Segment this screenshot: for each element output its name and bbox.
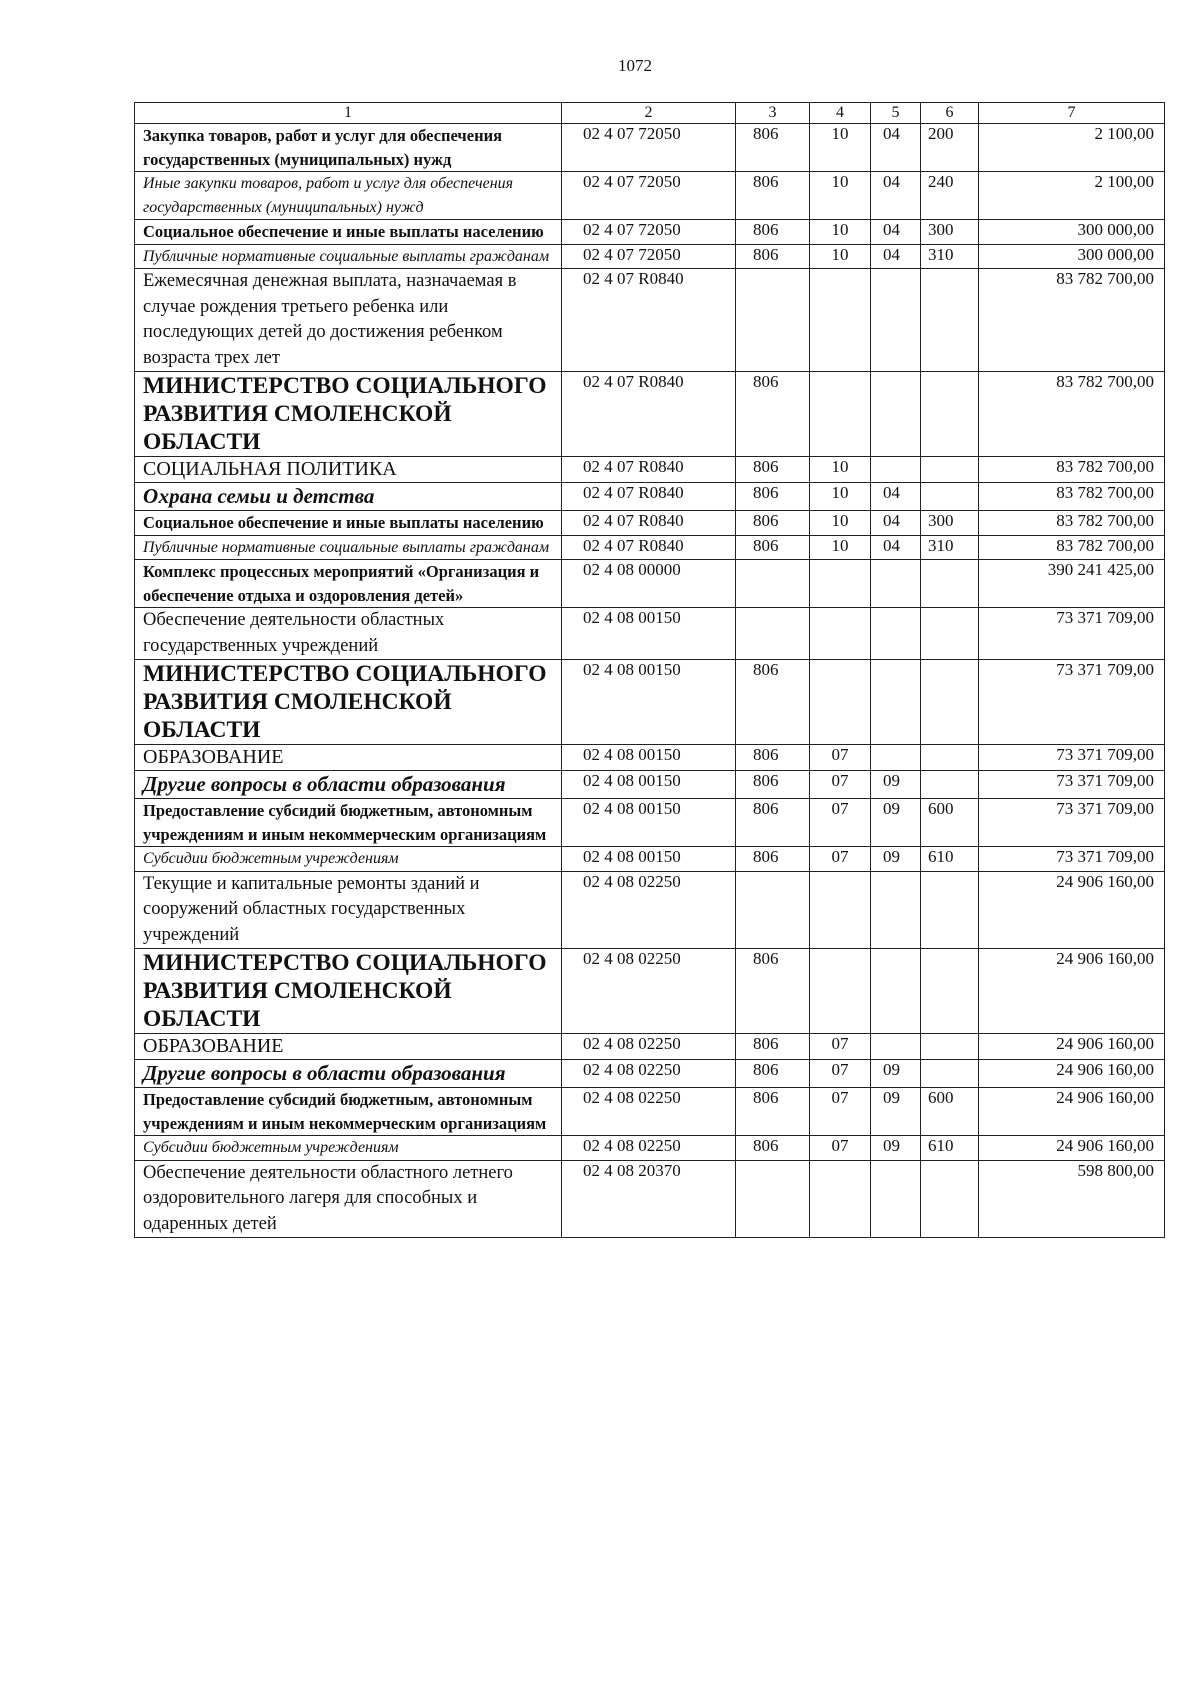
table-row [135, 771, 1165, 799]
table-row [135, 608, 1165, 660]
item-name-cell: МИНИСТЕРСТВО СОЦИАЛЬНОГО РАЗВИТИЯ СМОЛЕНСКОЙ ОБЛАСТИ [135, 372, 562, 457]
section-code-cell: 07 [810, 1088, 871, 1136]
amount-cell: 83 782 700,00 [979, 269, 1165, 372]
ministry-code-cell: 806 [736, 847, 810, 872]
subsection-code-cell: 04 [871, 511, 921, 536]
target-article-code-cell: 02 4 08 00000 [562, 560, 736, 608]
expense-type-code-cell: 600 [921, 1088, 979, 1136]
target-article-code-cell: 02 4 08 00150 [562, 771, 736, 799]
section-code-cell: 07 [810, 745, 871, 771]
target-article-code-cell: 02 4 07 R0840 [562, 372, 736, 457]
table-row [135, 244, 1165, 269]
ministry-code-cell [736, 1160, 810, 1238]
table-row [135, 535, 1165, 560]
target-article-code-cell: 02 4 08 00150 [562, 799, 736, 847]
section-code-cell: 10 [810, 511, 871, 536]
table-row [135, 269, 1165, 372]
subsection-code-cell: 09 [871, 847, 921, 872]
target-article-code-cell: 02 4 07 R0840 [562, 269, 736, 372]
page-number: 1072 [618, 56, 652, 75]
amount-cell: 24 906 160,00 [979, 871, 1165, 949]
target-article-code-cell: 02 4 08 02250 [562, 1136, 736, 1161]
ministry-code-cell: 806 [736, 457, 810, 483]
ministry-code-cell: 806 [736, 535, 810, 560]
amount-cell: 24 906 160,00 [979, 1034, 1165, 1060]
expense-type-code-cell [921, 372, 979, 457]
table-row [135, 1060, 1165, 1088]
item-name-cell: Обеспечение деятельности областных государственных учреждений [135, 608, 562, 660]
amount-cell: 24 906 160,00 [979, 1060, 1165, 1088]
section-code-cell: 10 [810, 483, 871, 511]
subsection-code-cell [871, 660, 921, 745]
item-name-cell: Публичные нормативные социальные выплаты гражданам [135, 244, 562, 269]
item-name-cell: Комплекс процессных мероприятий «Организация и обеспечение отдыха и оздоровления детей» [135, 560, 562, 608]
target-article-code-cell: 02 4 08 20370 [562, 1160, 736, 1238]
section-code-cell: 10 [810, 124, 871, 172]
item-name-cell: Социальное обеспечение и иные выплаты населению [135, 220, 562, 245]
section-code-cell [810, 269, 871, 372]
target-article-code-cell: 02 4 08 00150 [562, 745, 736, 771]
amount-cell: 73 371 709,00 [979, 799, 1165, 847]
amount-cell: 73 371 709,00 [979, 771, 1165, 799]
section-code-cell: 10 [810, 457, 871, 483]
subsection-code-cell: 04 [871, 220, 921, 245]
table-row [135, 1136, 1165, 1161]
item-name-cell: Ежемесячная денежная выплата, назначаемая в случае рождения третьего ребенка или последующих детей до достижения ребенком возраста трех лет [135, 269, 562, 372]
ministry-code-cell: 806 [736, 771, 810, 799]
item-name-cell: Обеспечение деятельности областного летнего оздоровительного лагеря для способных и одаренных детей [135, 1160, 562, 1238]
table-row [135, 745, 1165, 771]
subsection-code-cell: 04 [871, 124, 921, 172]
item-name-cell: Иные закупки товаров, работ и услуг для обеспечения государственных (муниципальных) нужд [135, 172, 562, 220]
subsection-code-cell [871, 949, 921, 1034]
table-row [135, 1088, 1165, 1136]
amount-cell: 83 782 700,00 [979, 483, 1165, 511]
amount-cell: 73 371 709,00 [979, 660, 1165, 745]
item-name-cell: Закупка товаров, работ и услуг для обеспечения государственных (муниципальных) нужд [135, 124, 562, 172]
amount-cell: 598 800,00 [979, 1160, 1165, 1238]
ministry-code-cell: 806 [736, 949, 810, 1034]
item-name-cell: Публичные нормативные социальные выплаты гражданам [135, 535, 562, 560]
table-body [135, 103, 1165, 1238]
target-article-code-cell: 02 4 08 00150 [562, 660, 736, 745]
ministry-code-cell: 806 [736, 124, 810, 172]
target-article-code-cell: 02 4 07 R0840 [562, 511, 736, 536]
subsection-code-cell [871, 560, 921, 608]
table-row [135, 220, 1165, 245]
target-article-code-cell: 02 4 07 R0840 [562, 457, 736, 483]
item-name-cell: ОБРАЗОВАНИЕ [135, 745, 562, 771]
table-row [135, 660, 1165, 745]
target-article-code-cell: 02 4 08 02250 [562, 1088, 736, 1136]
amount-cell: 83 782 700,00 [979, 457, 1165, 483]
amount-cell: 83 782 700,00 [979, 511, 1165, 536]
section-code-cell: 10 [810, 172, 871, 220]
expense-type-code-cell [921, 871, 979, 949]
section-code-cell: 07 [810, 771, 871, 799]
item-name-cell: МИНИСТЕРСТВО СОЦИАЛЬНОГО РАЗВИТИЯ СМОЛЕНСКОЙ ОБЛАСТИ [135, 949, 562, 1034]
ministry-code-cell: 806 [736, 745, 810, 771]
amount-cell: 390 241 425,00 [979, 560, 1165, 608]
section-code-cell: 10 [810, 535, 871, 560]
ministry-code-cell: 806 [736, 220, 810, 245]
expense-type-code-cell: 310 [921, 535, 979, 560]
expense-type-code-cell [921, 660, 979, 745]
subsection-code-cell [871, 269, 921, 372]
table-row [135, 1034, 1165, 1060]
ministry-code-cell: 806 [736, 483, 810, 511]
item-name-cell: Охрана семьи и детства [135, 483, 562, 511]
section-code-cell: 07 [810, 799, 871, 847]
table-row [135, 511, 1165, 536]
item-name-cell: Текущие и капитальные ремонты зданий и сооружений областных государственных учреждений [135, 871, 562, 949]
budget-table [134, 102, 1165, 1238]
expense-type-code-cell [921, 457, 979, 483]
item-name-cell: СОЦИАЛЬНАЯ ПОЛИТИКА [135, 457, 562, 483]
table-row [135, 847, 1165, 872]
target-article-code-cell: 02 4 07 72050 [562, 244, 736, 269]
subsection-code-cell: 09 [871, 799, 921, 847]
table-row [135, 483, 1165, 511]
expense-type-code-cell: 600 [921, 799, 979, 847]
ministry-code-cell [736, 269, 810, 372]
subsection-code-cell: 09 [871, 1136, 921, 1161]
header-cell: 2 [562, 103, 736, 124]
section-code-cell [810, 660, 871, 745]
target-article-code-cell: 02 4 07 72050 [562, 172, 736, 220]
ministry-code-cell [736, 871, 810, 949]
amount-cell: 300 000,00 [979, 244, 1165, 269]
section-code-cell [810, 949, 871, 1034]
table-row [135, 372, 1165, 457]
target-article-code-cell: 02 4 08 02250 [562, 1034, 736, 1060]
table-row [135, 457, 1165, 483]
subsection-code-cell: 04 [871, 244, 921, 269]
expense-type-code-cell [921, 949, 979, 1034]
ministry-code-cell: 806 [736, 1034, 810, 1060]
header-cell: 7 [979, 103, 1165, 124]
item-name-cell: Социальное обеспечение и иные выплаты населению [135, 511, 562, 536]
amount-cell: 2 100,00 [979, 172, 1165, 220]
expense-type-code-cell [921, 483, 979, 511]
item-name-cell: Предоставление субсидий бюджетным, автономным учреждениям и иным некоммерческим организациям [135, 1088, 562, 1136]
ministry-code-cell: 806 [736, 244, 810, 269]
amount-cell: 83 782 700,00 [979, 372, 1165, 457]
expense-type-code-cell [921, 1160, 979, 1238]
subsection-code-cell [871, 457, 921, 483]
subsection-code-cell: 04 [871, 172, 921, 220]
expense-type-code-cell [921, 269, 979, 372]
subsection-code-cell: 09 [871, 1060, 921, 1088]
subsection-code-cell [871, 608, 921, 660]
target-article-code-cell: 02 4 07 R0840 [562, 483, 736, 511]
item-name-cell: Субсидии бюджетным учреждениям [135, 1136, 562, 1161]
item-name-cell: ОБРАЗОВАНИЕ [135, 1034, 562, 1060]
section-code-cell: 07 [810, 1060, 871, 1088]
ministry-code-cell: 806 [736, 511, 810, 536]
ministry-code-cell: 806 [736, 1088, 810, 1136]
expense-type-code-cell [921, 771, 979, 799]
target-article-code-cell: 02 4 07 72050 [562, 124, 736, 172]
expense-type-code-cell: 310 [921, 244, 979, 269]
header-cell: 4 [810, 103, 871, 124]
subsection-code-cell: 09 [871, 771, 921, 799]
expense-type-code-cell: 300 [921, 220, 979, 245]
subsection-code-cell [871, 1034, 921, 1060]
subsection-code-cell [871, 1160, 921, 1238]
ministry-code-cell: 806 [736, 372, 810, 457]
ministry-code-cell: 806 [736, 1136, 810, 1161]
ministry-code-cell: 806 [736, 660, 810, 745]
subsection-code-cell [871, 372, 921, 457]
subsection-code-cell: 04 [871, 535, 921, 560]
table-row [135, 949, 1165, 1034]
table-row [135, 799, 1165, 847]
table-row [135, 172, 1165, 220]
section-code-cell [810, 372, 871, 457]
item-name-cell: Другие вопросы в области образования [135, 771, 562, 799]
section-code-cell: 07 [810, 1034, 871, 1060]
target-article-code-cell: 02 4 08 02250 [562, 1060, 736, 1088]
expense-type-code-cell [921, 1034, 979, 1060]
amount-cell: 73 371 709,00 [979, 608, 1165, 660]
amount-cell: 300 000,00 [979, 220, 1165, 245]
ministry-code-cell [736, 608, 810, 660]
header-cell: 5 [871, 103, 921, 124]
section-code-cell [810, 560, 871, 608]
subsection-code-cell: 09 [871, 1088, 921, 1136]
target-article-code-cell: 02 4 08 00150 [562, 847, 736, 872]
target-article-code-cell: 02 4 08 02250 [562, 871, 736, 949]
expense-type-code-cell: 300 [921, 511, 979, 536]
expense-type-code-cell [921, 1060, 979, 1088]
table-row [135, 1160, 1165, 1238]
table-row [135, 560, 1165, 608]
section-code-cell: 10 [810, 220, 871, 245]
subsection-code-cell [871, 745, 921, 771]
amount-cell: 2 100,00 [979, 124, 1165, 172]
expense-type-code-cell [921, 745, 979, 771]
expense-type-code-cell: 240 [921, 172, 979, 220]
amount-cell: 24 906 160,00 [979, 1088, 1165, 1136]
expense-type-code-cell: 610 [921, 1136, 979, 1161]
target-article-code-cell: 02 4 07 R0840 [562, 535, 736, 560]
subsection-code-cell [871, 871, 921, 949]
target-article-code-cell: 02 4 07 72050 [562, 220, 736, 245]
ministry-code-cell: 806 [736, 799, 810, 847]
expense-type-code-cell: 200 [921, 124, 979, 172]
expense-type-code-cell [921, 608, 979, 660]
ministry-code-cell: 806 [736, 1060, 810, 1088]
header-cell: 1 [135, 103, 562, 124]
section-code-cell [810, 608, 871, 660]
amount-cell: 83 782 700,00 [979, 535, 1165, 560]
ministry-code-cell: 806 [736, 172, 810, 220]
section-code-cell [810, 871, 871, 949]
expense-type-code-cell: 610 [921, 847, 979, 872]
ministry-code-cell [736, 560, 810, 608]
header-cell: 6 [921, 103, 979, 124]
subsection-code-cell: 04 [871, 483, 921, 511]
section-code-cell: 07 [810, 847, 871, 872]
section-code-cell [810, 1160, 871, 1238]
amount-cell: 24 906 160,00 [979, 949, 1165, 1034]
amount-cell: 73 371 709,00 [979, 847, 1165, 872]
item-name-cell: Другие вопросы в области образования [135, 1060, 562, 1088]
header-row [135, 103, 1165, 124]
item-name-cell: МИНИСТЕРСТВО СОЦИАЛЬНОГО РАЗВИТИЯ СМОЛЕНСКОЙ ОБЛАСТИ [135, 660, 562, 745]
table-row [135, 124, 1165, 172]
section-code-cell: 10 [810, 244, 871, 269]
header-cell: 3 [736, 103, 810, 124]
section-code-cell: 07 [810, 1136, 871, 1161]
item-name-cell: Предоставление субсидий бюджетным, автономным учреждениям и иным некоммерческим организациям [135, 799, 562, 847]
item-name-cell: Субсидии бюджетным учреждениям [135, 847, 562, 872]
amount-cell: 73 371 709,00 [979, 745, 1165, 771]
amount-cell: 24 906 160,00 [979, 1136, 1165, 1161]
table-row [135, 871, 1165, 949]
target-article-code-cell: 02 4 08 00150 [562, 608, 736, 660]
target-article-code-cell: 02 4 08 02250 [562, 949, 736, 1034]
expense-type-code-cell [921, 560, 979, 608]
